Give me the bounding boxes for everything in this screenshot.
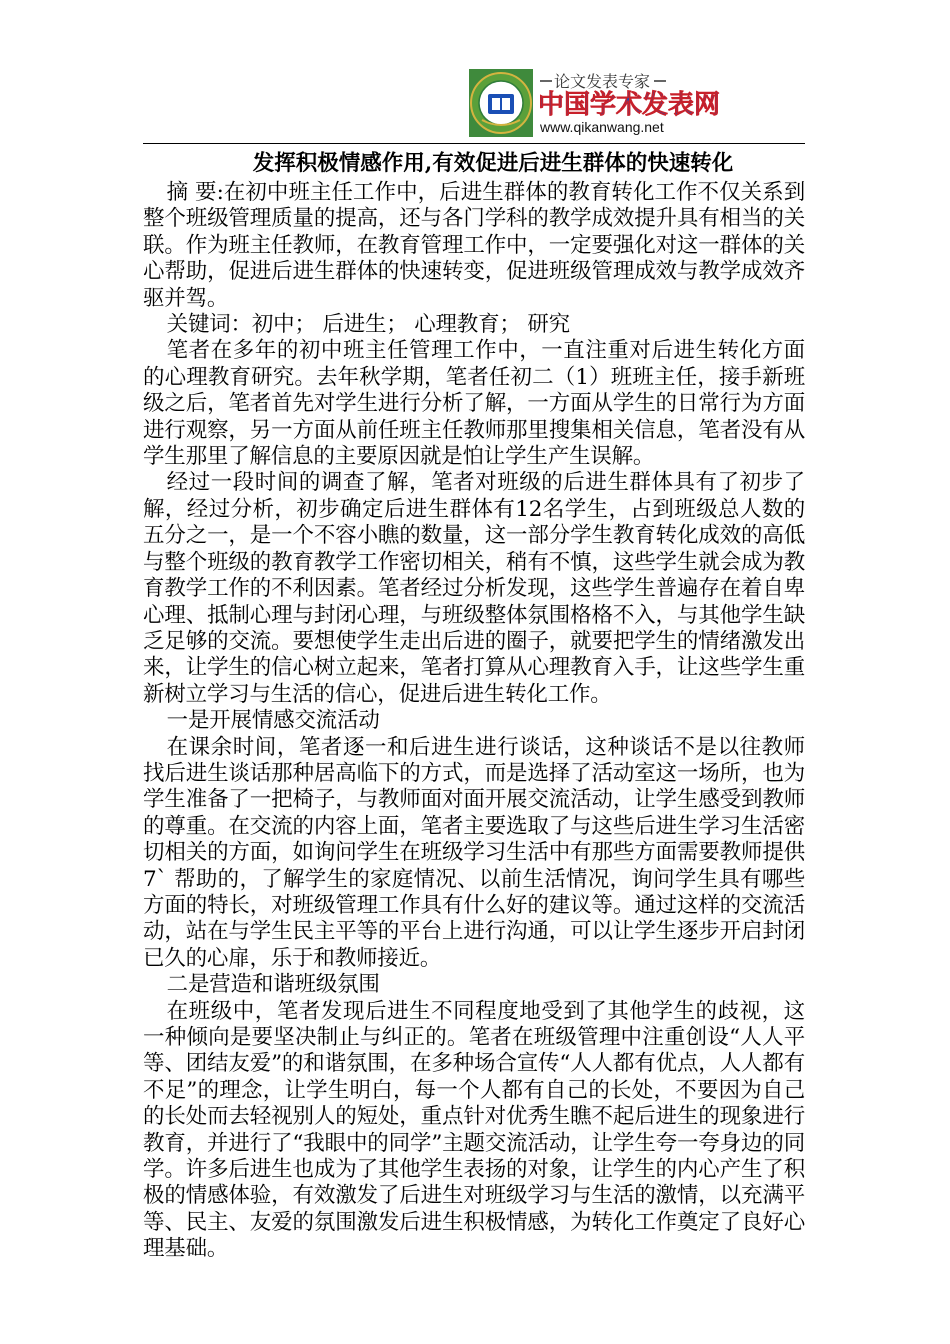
document-title: 发挥积极情感作用,有效促进后进生群体的快速转化: [252, 151, 734, 176]
seal-logo-icon: [469, 69, 533, 137]
body-paragraph: 在课余时间，笔者逐一和后进生进行谈话，这种谈话不是以往教师找后进生谈话那种居高临下的方式，而是选择了活动室这一场所，也为学生准备了一把椅子，与教师面对面开展交流活动，让学生感受到教师的尊重。在交流的内容上面，笔者主要选取了与这些后进生学习生活密切相关的方面，如询问学生在班级学习生活中有那些方面需要教师提供7` 帮助的，了解学生的家庭情况、以前生活情况，询问学生具有哪些方面的特长，对班级管理工作具有什么好的建议等。通过这样的交流活动，站在与学生民主平等的平台上进行沟通，可以让学生逐步开启封闭已久的心扉，乐于和教师接近。: [143, 734, 805, 971]
site-logo-graphic: [468, 68, 721, 138]
body-paragraph: 在班级中，笔者发现后进生不同程度地受到了其他学生的歧视，这一种倾向是要坚决制止与纠正的。笔者在班级管理中注重创设“人人平等、团结友爱”的和谐氛围，在多种场合宣传“人人都有优点，人人都有不足”的理念，让学生明白，每一个人都有自己的长处，不要因为自己的长处而去轻视别人的短处，重点针对优秀生瞧不起后进生的现象进行教育，并进行了“我眼中的同学”主题交流活动，让学生夸一夸身边的同学。许多后进生也成为了其他学生表扬的对象，让学生的内心产生了积极的情感体验，有效激发了后进生对班级学习与生活的激情，以充满平等、民主、友爱的氛围激发后进生积极情感，为转化工作奠定了良好心理基础。: [143, 998, 805, 1262]
body-paragraph: 笔者在多年的初中班主任管理工作中，一直注重对后进生转化方面的心理教育研究。去年秋学期，笔者任初二（1）班班主任，接手新班级之后，笔者首先对学生进行分析了解，一方面从学生的日常行为方面进行观察，另一方面从前任班主任教师那里搜集相关信息，笔者没有从学生那里了解信息的主要原因就是怕让学生产生误解。: [143, 338, 805, 470]
document-body: [143, 150, 805, 1263]
site-name-text: 中国学术发表网: [538, 89, 721, 119]
header-divider: [143, 143, 805, 144]
site-url-text: www.qikanwang.net: [540, 119, 664, 135]
site-logo-banner: [468, 68, 721, 138]
section-heading: 一是开展情感交流活动: [166, 708, 380, 734]
keywords-line: 关键词：初中； 后进生； 心理教育； 研究: [166, 312, 570, 338]
body-paragraph: 经过一段时间的调查了解，笔者对班级的后进生群体具有了初步了解，经过分析，初步确定后进生群体有12名学生，占到班级总人数的五分之一，是一个不容小瞧的数量，这一部分学生教育转化成效的高低与整个班级的教育教学工作密切相关，稍有不慎，这些学生就会成为教育教学工作的不利因素。笔者经过分析发现，这些学生普遍存在着自卑心理、抵制心理与封闭心理，与班级整体氛围格格不入，与其他学生缺乏足够的交流。要想使学生走出后进的圈子，就要把学生的情绪激发出来，让学生的信心树立起来，笔者打算从心理教育入手，让这些学生重新树立学习与生活的信心，促进后进生转化工作。: [143, 470, 805, 707]
abstract-paragraph: 摘 要:在初中班主任工作中，后进生群体的教育转化工作不仅关系到整个班级管理质量的提高，还与各门学科的教学成效提升具有相当的关联。作为班主任教师，在教育管理工作中，一定要强化对这一群体的关心帮助，促进后进生群体的快速转变，促进班级管理成效与教学成效齐驱并驾。: [143, 180, 805, 311]
section-heading: 二是营造和谐班级氛围: [166, 972, 380, 998]
slogan-text: 论文发表专家: [554, 74, 651, 91]
